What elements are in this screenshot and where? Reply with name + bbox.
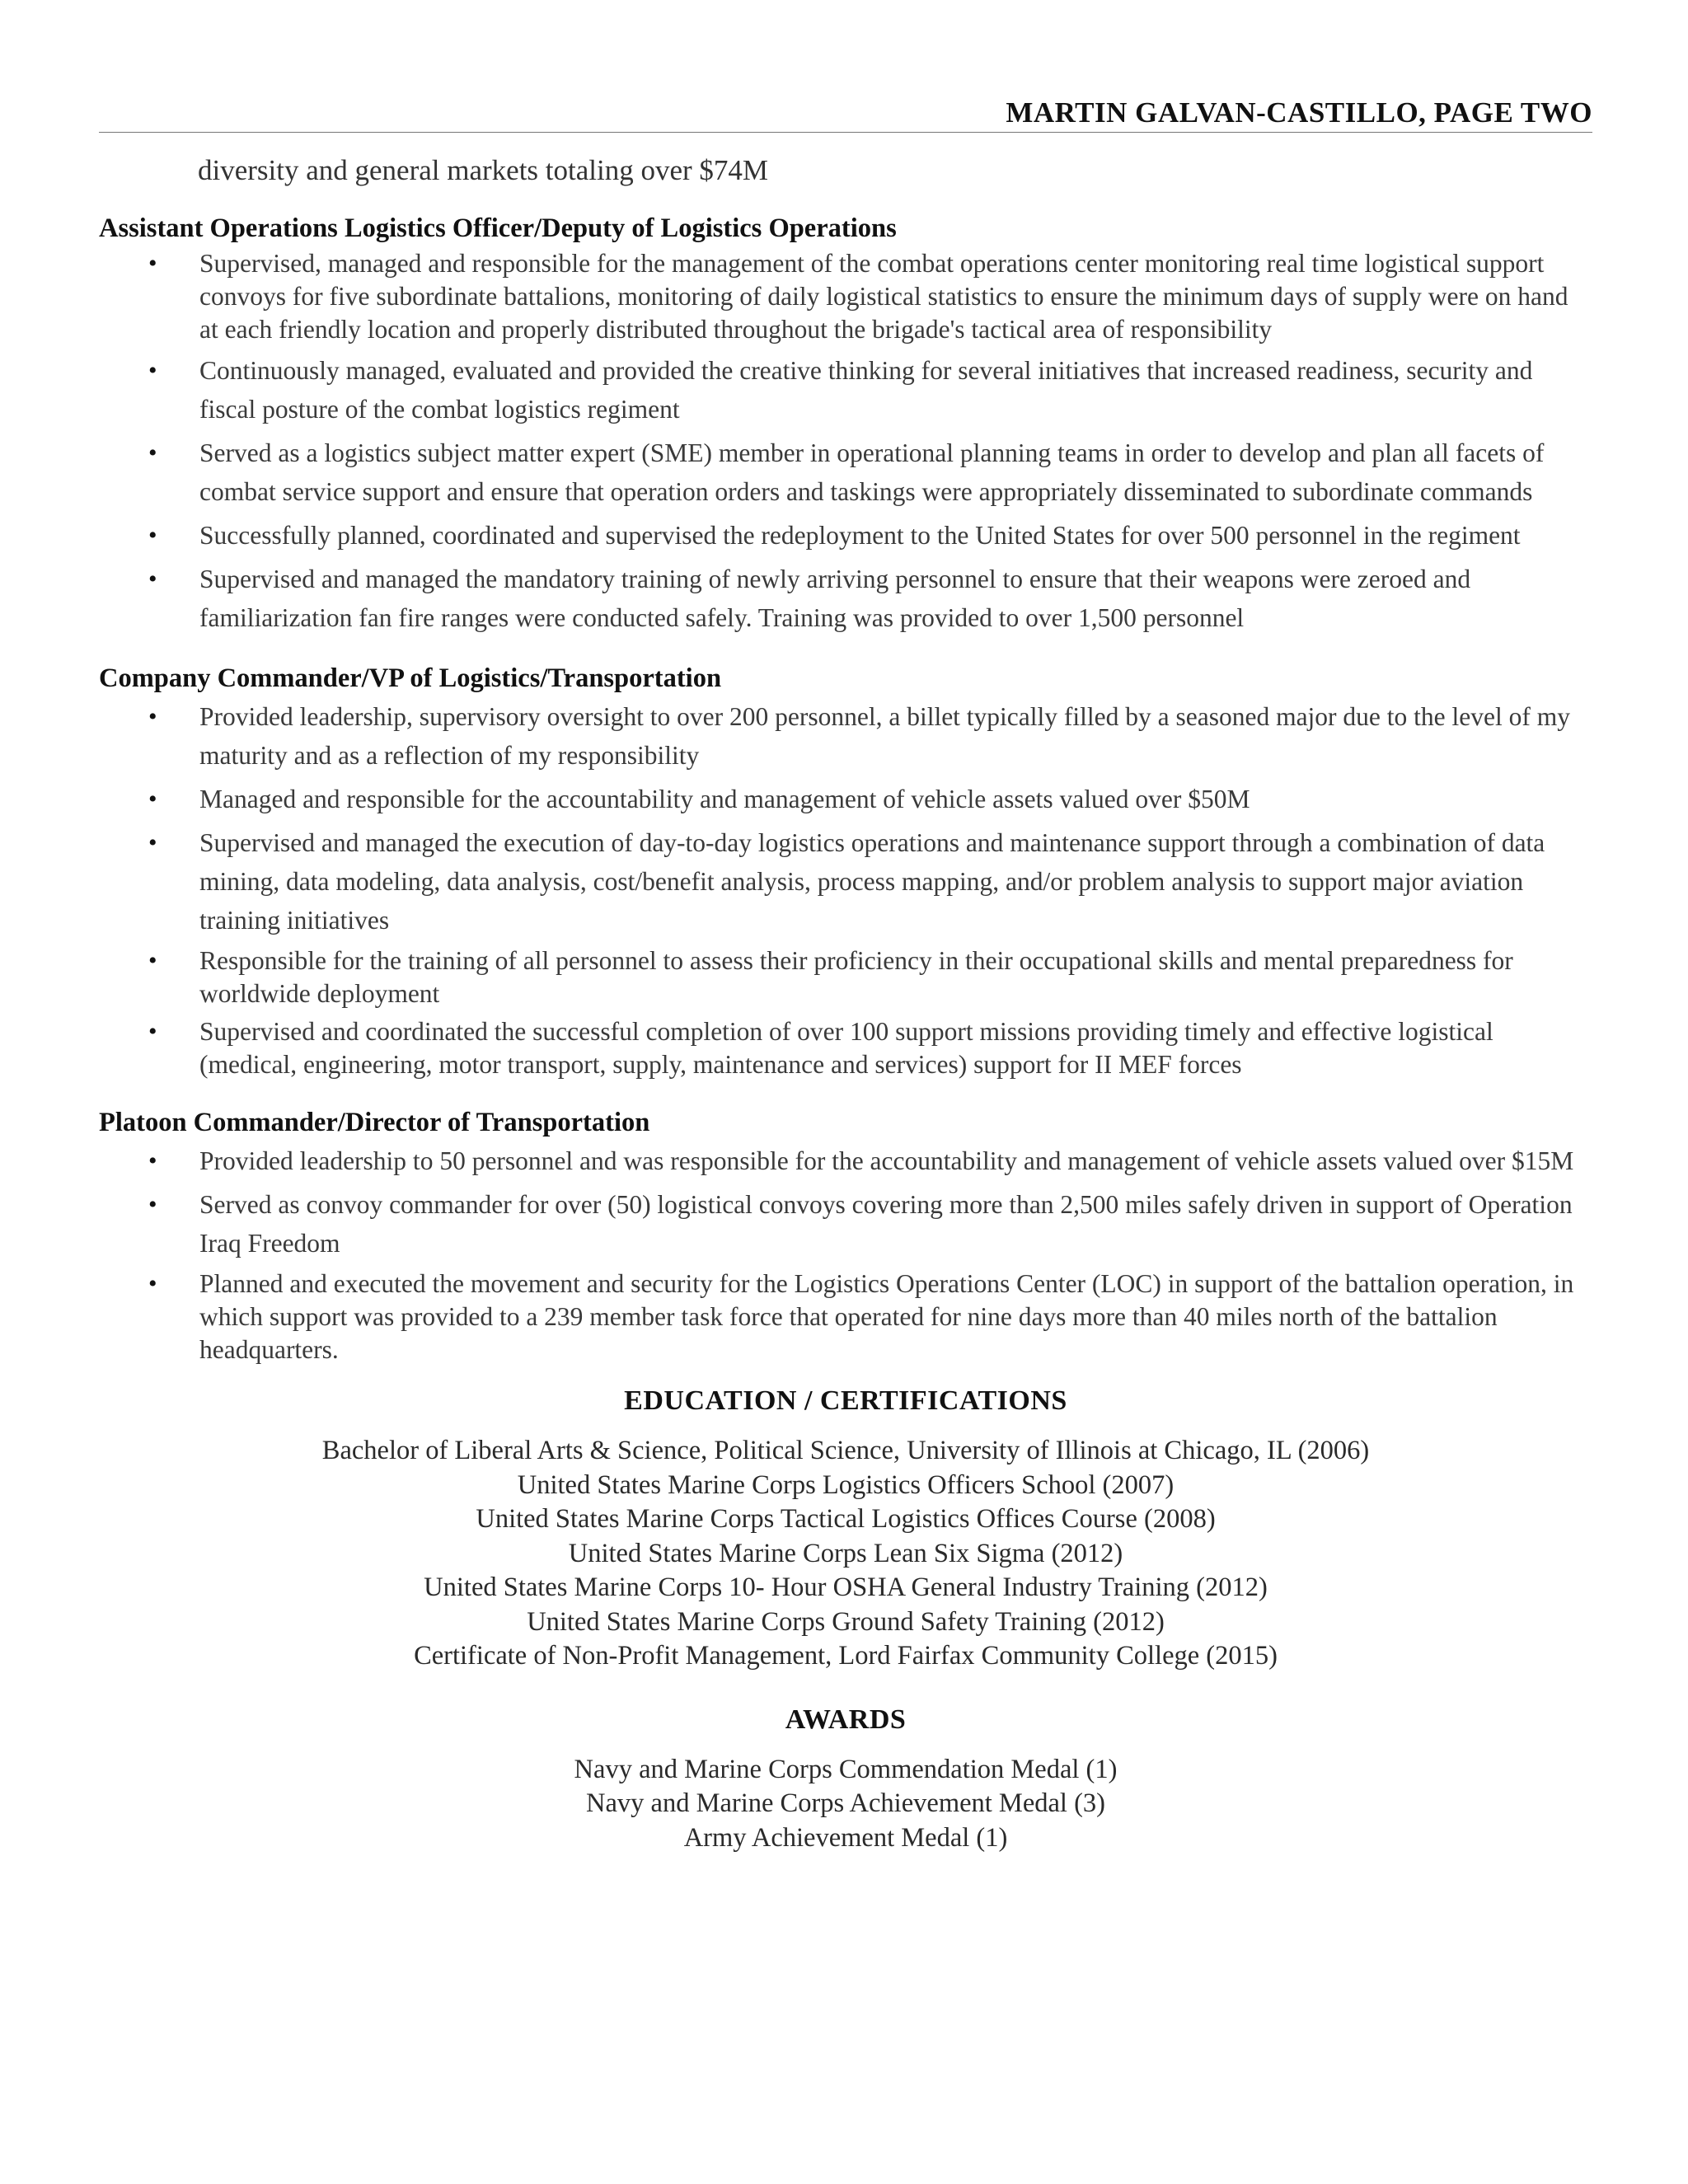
bullet-list [99,247,1592,637]
bullet-icon: • [148,357,157,384]
experience-section-3 [99,1106,1592,1366]
bullet-icon: • [148,703,157,730]
bullet-text: Successfully planned, coordinated and supervised the redeployment to the United States for over 500 personnel in the regiment [199,521,1521,550]
bullet-text: Provided leadership, supervisory oversight to over 200 personnel, a billet typically filled by a seasoned major due to the level of my maturity and as a reflection of my responsibility [199,702,1570,770]
bullet-icon: • [148,250,157,277]
bullet-text: Served as a logistics subject matter expert (SME) member in operational planning teams in order to develop and plan all facets of combat service support and ensure that operation orders and taskings were appropriately disseminated to subordinate commands [199,438,1545,506]
education-item: Bachelor of Liberal Arts & Science, Political Science, University of Illinois at Chicago, IL (2006) [321,1436,1370,1465]
bullet-text: Provided leadership to 50 personnel and was responsible for the accountability and management of vehicle assets valued over $15M [199,1146,1574,1175]
list-item [99,944,1592,1010]
job-title: Assistant Operations Logistics Officer/Deputy of Logistics Operations [99,213,897,243]
bullet-icon: • [148,1191,157,1218]
resume-page [99,97,1592,1855]
bullet-text: Supervised and managed the mandatory training of newly arriving personnel to ensure that their weapons were zeroed and familiarization fan fire ranges were conducted safely. Training was provided to over 1,500 personnel [199,565,1471,632]
bullet-text: Managed and responsible for the accountability and management of vehicle assets valued over $50M [199,785,1250,813]
award-item: Army Achievement Medal (1) [683,1822,1008,1853]
list-item [99,697,1592,775]
education-item: Certificate of Non-Profit Management, Lord Fairfax Community College (2015) [414,1641,1278,1671]
bullet-icon: • [148,829,157,856]
bullet-text: Served as convoy commander for over (50) logistical convoys covering more than 2,500 miles safely driven in support of Operation Iraq Freedom [199,1190,1573,1258]
bullet-icon: • [148,785,157,813]
bullet-icon: • [148,1018,157,1045]
awards-heading: AWARDS [785,1704,907,1735]
bullet-text: Continuously managed, evaluated and provided the creative thinking for several initiatives that increased readiness, security and fiscal posture of the combat logistics regiment [199,356,1533,424]
award-item: Navy and Marine Corps Achievement Medal (3) [586,1788,1105,1818]
list-item [99,434,1592,511]
experience-section-1 [99,212,1592,637]
education-list [99,1434,1592,1674]
bullet-text: Responsible for the training of all personnel to assess their proficiency in their occupational skills and mental preparedness for worldwide deployment [199,946,1513,1008]
experience-section-2 [99,662,1592,1081]
list-item [99,1268,1592,1366]
education-item: United States Marine Corps Ground Safety Training (2012) [527,1606,1165,1637]
bullet-text: Supervised, managed and responsible for the management of the combat operations center monitoring real time logistical support convoys for five subordinate battalions, monitoring of daily logistical statistics to ensure the minimum days of supply were on hand at each friendly location and properly distributed throughout the brigade's tactical area of responsibility [199,249,1568,344]
bullet-icon: • [148,947,157,974]
job-title: Company Commander/VP of Logistics/Transportation [99,663,722,693]
list-item [99,780,1592,818]
list-item [99,823,1592,940]
list-item [99,560,1592,637]
bullet-list [99,697,1592,1081]
running-header: MARTIN GALVAN-CASTILLO, PAGE TWO [99,97,1592,133]
list-item [99,1141,1592,1180]
list-item [99,1015,1592,1081]
bullet-icon: • [148,1147,157,1174]
award-item: Navy and Marine Corps Commendation Medal (1) [574,1754,1118,1784]
bullet-text: Supervised and coordinated the successful completion of over 100 support missions providing timely and effective logistical (medical, engineering, motor transport, supply, maintenance and services) support for II MEF forces [199,1017,1493,1079]
job-title: Platoon Commander/Director of Transportation [99,1108,650,1137]
list-item [99,516,1592,555]
bullet-icon: • [148,1270,157,1297]
education-heading: EDUCATION / CERTIFICATIONS [624,1385,1067,1416]
list-item [99,247,1592,346]
awards-list [99,1753,1592,1856]
bullet-text: Planned and executed the movement and security for the Logistics Operations Center (LOC) in support of the battalion operation, in which support was provided to a 239 member task force that operated for nine days more than 40 miles north of the battalion headquarters. [199,1269,1574,1364]
bullet-list [99,1141,1592,1366]
bullet-icon: • [148,439,157,466]
bullet-text: Supervised and managed the execution of day-to-day logistics operations and maintenance support through a combination of data mining, data modeling, data analysis, cost/benefit analysis, process mapping, and/or problem analysis to support major aviation training initiatives [199,828,1545,935]
list-item [99,351,1592,429]
bullet-icon: • [148,522,157,549]
continuation-text: diversity and general markets totaling over $74M [198,154,769,186]
education-item: United States Marine Corps Tactical Logistics Offices Course (2008) [476,1504,1216,1534]
education-item: United States Marine Corps Logistics Officers School (2007) [517,1469,1175,1500]
list-item [99,1185,1592,1263]
bullet-icon: • [148,565,157,593]
education-item: United States Marine Corps Lean Six Sigma (2012) [568,1538,1123,1568]
education-item: United States Marine Corps 10- Hour OSHA General Industry Training (2012) [424,1572,1268,1602]
